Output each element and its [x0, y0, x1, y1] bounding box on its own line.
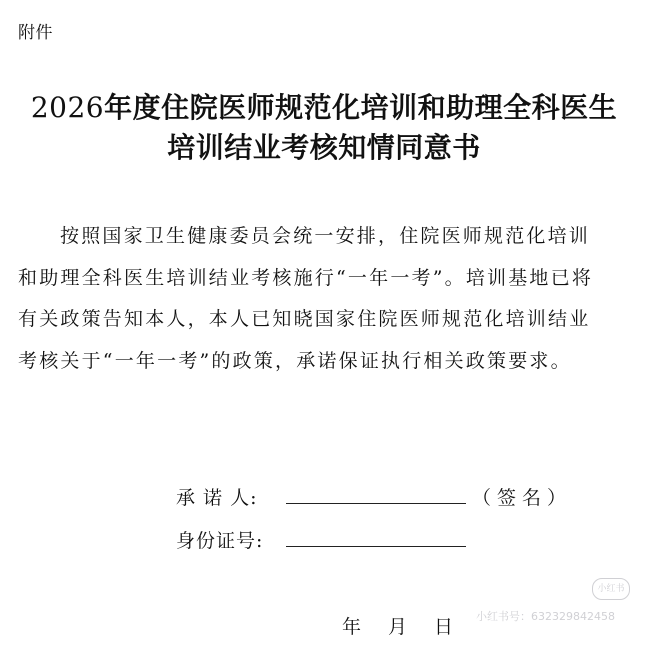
date-month-label: 月	[388, 616, 408, 638]
id-number-label: 身份证号:	[176, 530, 264, 552]
watermark-id: 小红书号：632329842458	[476, 610, 615, 623]
date-day-label: 日	[434, 616, 454, 638]
signature-note: （签名）	[472, 487, 573, 509]
attachment-label: 附件	[18, 23, 53, 43]
document-title-line-2: 培训结业考核知情同意书	[167, 131, 481, 164]
date-row	[342, 612, 453, 639]
pledger-label: 承 诺 人:	[176, 487, 258, 509]
id-number-row	[176, 524, 466, 553]
paragraph-line-1: 按照国家卫生健康委员会统一安排，住院医师规范化培训	[60, 225, 591, 247]
pledger-row	[176, 481, 572, 510]
watermark-logo: 小红书	[592, 578, 630, 600]
id-number-line	[286, 524, 466, 547]
consent-paragraph	[18, 216, 638, 382]
title-text-1: 年度住院医师规范化培训和助理全科医生	[104, 91, 618, 124]
paragraph-line-3: 有关政策告知本人，本人已知晓国家住院医师规范化培训结业	[18, 308, 591, 330]
pledger-signature-line	[286, 481, 466, 504]
paragraph-line-2: 和助理全科医生培训结业考核施行“一年一考”。培训基地已将	[18, 266, 594, 289]
document-title-line-1	[0, 86, 648, 126]
title-year: 2026	[30, 91, 105, 124]
date-year-label: 年	[342, 616, 362, 638]
paragraph-line-4: 考核关于“一年一考”的政策，承诺保证执行相关政策要求。	[18, 349, 572, 372]
